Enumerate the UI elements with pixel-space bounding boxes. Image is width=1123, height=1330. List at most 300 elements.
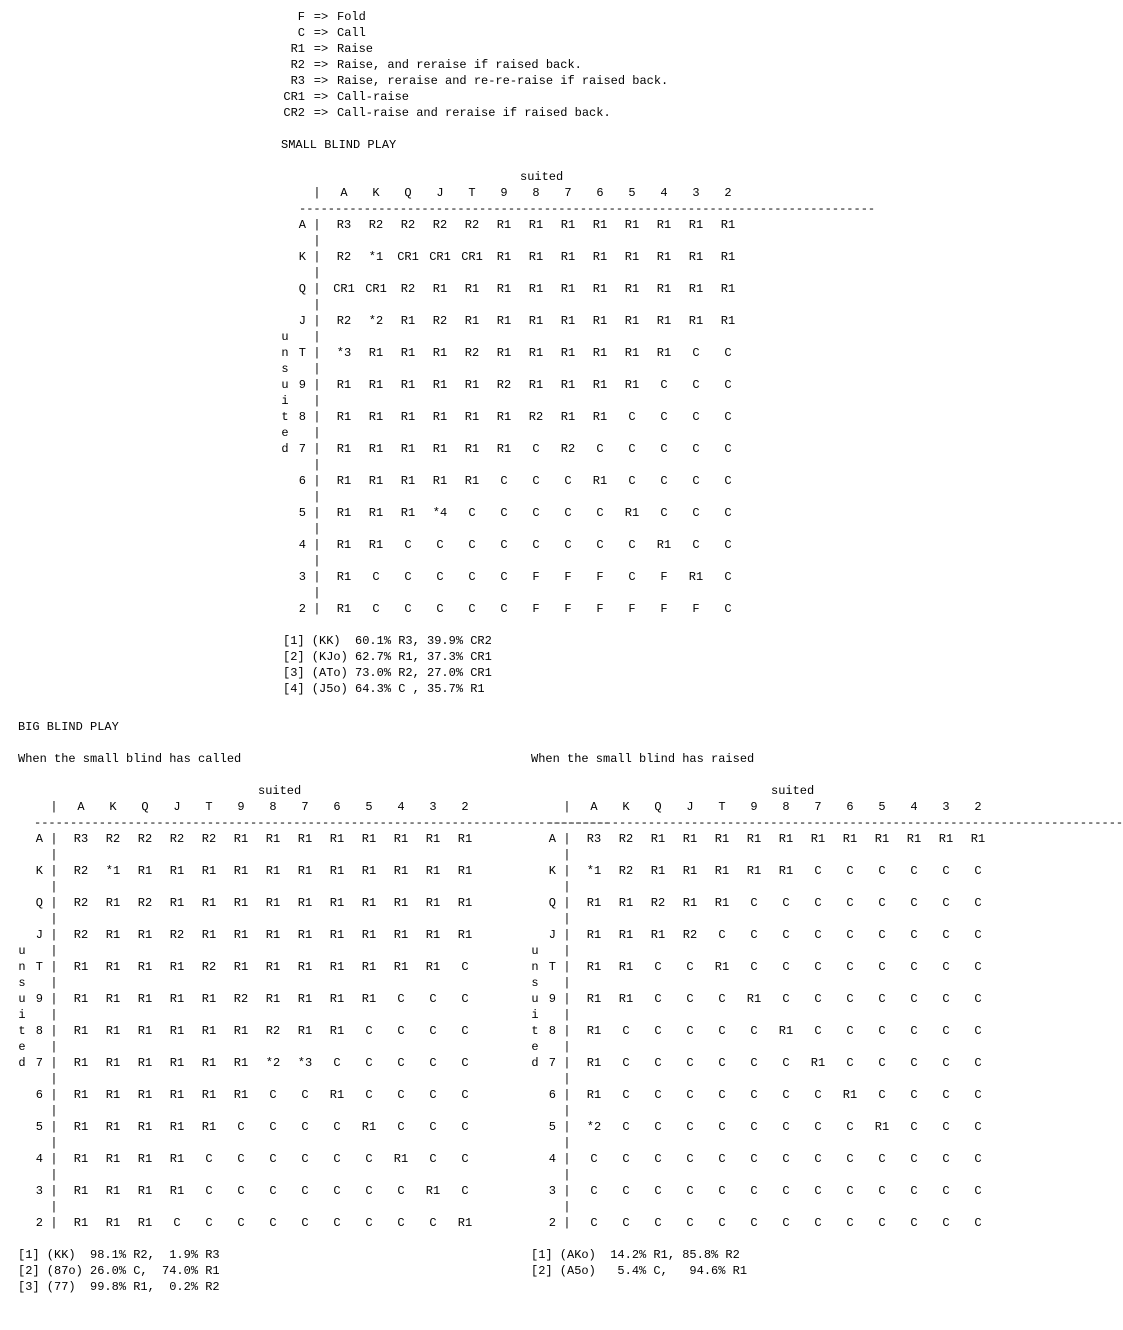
action-cell: C — [750, 1024, 758, 1038]
action-cell: R1 — [432, 282, 448, 296]
legend-arrow: => — [313, 10, 329, 24]
action-cell: C — [333, 1152, 341, 1166]
action-cell: R1 — [329, 832, 345, 846]
action-cell: F — [628, 602, 636, 616]
row-label: K — [548, 864, 556, 878]
action-cell: C — [974, 864, 982, 878]
action-cell: C — [269, 1184, 277, 1198]
row-label: Q — [35, 896, 43, 910]
row-pipe: | — [563, 1056, 571, 1070]
action-cell: C — [301, 1184, 309, 1198]
action-cell: R2 — [169, 832, 185, 846]
action-cell: R1 — [457, 1216, 473, 1230]
header-pipe: | — [50, 800, 58, 814]
action-cell: R1 — [906, 832, 922, 846]
action-cell: C — [782, 1184, 790, 1198]
action-cell: F — [660, 602, 668, 616]
action-cell: C — [750, 1184, 758, 1198]
legend-meaning: Call-raise and reraise if raised back. — [337, 106, 611, 120]
action-cell: R1 — [297, 864, 313, 878]
action-cell: C — [372, 602, 380, 616]
action-cell: R1 — [682, 896, 698, 910]
action-cell: C — [782, 896, 790, 910]
action-cell: R1 — [586, 960, 602, 974]
action-cell: C — [628, 570, 636, 584]
action-cell: R3 — [586, 832, 602, 846]
action-cell: R1 — [746, 992, 762, 1006]
action-cell: R1 — [624, 378, 640, 392]
action-cell: *1 — [105, 864, 121, 878]
unsuited-letter: u — [281, 330, 289, 344]
action-cell: R1 — [169, 1120, 185, 1134]
row-pipe-spacer: | — [50, 1136, 58, 1150]
action-cell: C — [654, 1216, 662, 1230]
action-cell: R1 — [105, 1120, 121, 1134]
action-cell: C — [814, 1088, 822, 1102]
action-cell: R2 — [137, 896, 153, 910]
column-header: 6 — [333, 800, 341, 814]
action-cell: R1 — [720, 314, 736, 328]
action-cell: R1 — [464, 314, 480, 328]
action-cell: F — [692, 602, 700, 616]
action-cell: R1 — [73, 1088, 89, 1102]
row-pipe: | — [563, 1024, 571, 1038]
footnote: [2] (87o) 26.0% C, 74.0% R1 — [18, 1264, 220, 1278]
footnote: [1] (KK) 98.1% R2, 1.9% R3 — [18, 1248, 220, 1262]
action-cell: R1 — [560, 250, 576, 264]
action-cell: R1 — [361, 1120, 377, 1134]
legend-item — [277, 41, 373, 57]
row-pipe-spacer: | — [563, 1072, 571, 1086]
action-cell: R1 — [560, 346, 576, 360]
unsuited-letter: i — [281, 394, 289, 408]
action-cell: R1 — [425, 960, 441, 974]
action-cell: C — [654, 1120, 662, 1134]
action-cell: C — [269, 1120, 277, 1134]
action-cell: R2 — [201, 960, 217, 974]
action-cell: R1 — [586, 896, 602, 910]
action-cell: C — [910, 864, 918, 878]
unsuited-letter: t — [18, 1024, 26, 1038]
action-cell: C — [910, 1120, 918, 1134]
action-cell: C — [654, 1152, 662, 1166]
action-cell: R1 — [73, 1184, 89, 1198]
action-cell: C — [942, 960, 950, 974]
action-cell: C — [237, 1120, 245, 1134]
column-header: 8 — [782, 800, 790, 814]
row-pipe-spacer: | — [50, 1200, 58, 1214]
action-cell: R2 — [201, 832, 217, 846]
legend-arrow: => — [313, 74, 329, 88]
action-cell: R1 — [586, 1088, 602, 1102]
action-cell: R1 — [938, 832, 954, 846]
action-cell: R1 — [73, 1056, 89, 1070]
footnote: [1] (KK) 60.1% R3, 39.9% CR2 — [283, 634, 492, 648]
action-cell: R1 — [336, 538, 352, 552]
action-cell: R1 — [73, 992, 89, 1006]
action-cell: R1 — [528, 282, 544, 296]
action-cell: R1 — [329, 864, 345, 878]
action-cell: R2 — [336, 250, 352, 264]
action-cell: C — [878, 928, 886, 942]
row-pipe-spacer: | — [563, 848, 571, 862]
row-pipe-spacer: | — [313, 234, 321, 248]
row-pipe: | — [50, 1216, 58, 1230]
column-header: J — [173, 800, 181, 814]
action-cell: R1 — [169, 960, 185, 974]
action-cell: C — [660, 506, 668, 520]
action-cell: R2 — [400, 282, 416, 296]
action-cell: R1 — [810, 1056, 826, 1070]
column-header: 5 — [878, 800, 886, 814]
row-pipe: | — [50, 1024, 58, 1038]
action-cell: R1 — [169, 992, 185, 1006]
row-pipe-spacer: | — [313, 298, 321, 312]
legend-meaning: Call — [337, 26, 366, 40]
action-cell: C — [942, 992, 950, 1006]
column-header: 4 — [660, 186, 668, 200]
action-cell: R1 — [618, 960, 634, 974]
action-cell: R1 — [842, 832, 858, 846]
action-cell: R1 — [393, 928, 409, 942]
action-cell: C — [782, 992, 790, 1006]
suited-label: suited — [520, 170, 564, 184]
action-cell: R1 — [368, 538, 384, 552]
action-cell: C — [622, 1216, 630, 1230]
action-cell: C — [468, 538, 476, 552]
action-cell: R1 — [650, 832, 666, 846]
action-cell: C — [500, 602, 508, 616]
action-cell: C — [974, 928, 982, 942]
action-cell: C — [686, 1056, 694, 1070]
action-cell: R2 — [336, 314, 352, 328]
action-cell: R1 — [105, 1184, 121, 1198]
action-cell: C — [237, 1216, 245, 1230]
action-cell: C — [622, 1120, 630, 1134]
header-divider: -------------------------------------------------------------------------------- — [547, 816, 1123, 830]
action-cell: R1 — [400, 346, 416, 360]
action-cell: R1 — [592, 378, 608, 392]
unsuited-letter: u — [18, 992, 26, 1006]
action-cell: R1 — [842, 1088, 858, 1102]
row-label: 8 — [35, 1024, 43, 1038]
action-cell: C — [910, 1216, 918, 1230]
action-cell: R1 — [586, 928, 602, 942]
row-pipe: | — [50, 1152, 58, 1166]
action-cell: C — [814, 1184, 822, 1198]
action-cell: R1 — [560, 314, 576, 328]
column-header: 3 — [429, 800, 437, 814]
action-cell: R1 — [624, 346, 640, 360]
row-pipe: | — [563, 960, 571, 974]
row-label: 2 — [298, 602, 306, 616]
legend-arrow: => — [313, 106, 329, 120]
action-cell: C — [724, 410, 732, 424]
action-cell: C — [468, 570, 476, 584]
action-cell: R1 — [329, 992, 345, 1006]
action-cell: R1 — [169, 1088, 185, 1102]
action-cell: R1 — [336, 442, 352, 456]
action-cell: R2 — [496, 378, 512, 392]
action-cell: R1 — [656, 346, 672, 360]
action-cell: C — [333, 1216, 341, 1230]
action-cell: R1 — [457, 928, 473, 942]
action-cell: R1 — [528, 314, 544, 328]
action-cell: C — [878, 1088, 886, 1102]
action-cell: C — [692, 410, 700, 424]
action-cell: C — [436, 538, 444, 552]
action-cell: R1 — [169, 1184, 185, 1198]
action-cell: CR1 — [333, 282, 355, 296]
action-cell: R1 — [464, 378, 480, 392]
column-header: 5 — [365, 800, 373, 814]
action-cell: C — [333, 1120, 341, 1134]
action-cell: R1 — [496, 346, 512, 360]
unsuited-letter: s — [18, 976, 26, 990]
row-pipe-spacer: | — [50, 1168, 58, 1182]
action-cell: R1 — [233, 960, 249, 974]
action-cell: R1 — [778, 1024, 794, 1038]
action-cell: R1 — [720, 250, 736, 264]
action-cell: C — [461, 960, 469, 974]
action-cell: R1 — [137, 1024, 153, 1038]
action-cell: C — [782, 928, 790, 942]
action-cell: C — [301, 1088, 309, 1102]
action-cell: C — [660, 378, 668, 392]
action-cell: R1 — [265, 992, 281, 1006]
action-cell: R1 — [874, 1120, 890, 1134]
row-label: 8 — [548, 1024, 556, 1038]
action-cell: C — [942, 864, 950, 878]
action-cell: R1 — [400, 378, 416, 392]
column-header: 9 — [237, 800, 245, 814]
action-cell: F — [564, 570, 572, 584]
action-cell: C — [654, 1056, 662, 1070]
action-cell: R1 — [297, 928, 313, 942]
row-label: 9 — [35, 992, 43, 1006]
footnote: [3] (77) 99.8% R1, 0.2% R2 — [18, 1280, 220, 1294]
action-cell: C — [974, 1024, 982, 1038]
action-cell: C — [686, 1088, 694, 1102]
action-cell: C — [436, 602, 444, 616]
action-cell: C — [686, 1152, 694, 1166]
column-header: A — [590, 800, 598, 814]
row-label: 4 — [298, 538, 306, 552]
action-cell: R1 — [618, 896, 634, 910]
action-cell: C — [365, 1152, 373, 1166]
row-pipe: | — [563, 1120, 571, 1134]
action-cell: C — [878, 960, 886, 974]
row-label: Q — [548, 896, 556, 910]
row-pipe: | — [313, 314, 321, 328]
row-label: 3 — [548, 1184, 556, 1198]
column-header: Q — [654, 800, 662, 814]
action-cell: C — [622, 1152, 630, 1166]
footnote: [2] (A5o) 5.4% C, 94.6% R1 — [531, 1264, 748, 1278]
column-header: T — [205, 800, 213, 814]
row-label: A — [548, 832, 556, 846]
unsuited-letter: t — [281, 410, 289, 424]
row-label: J — [298, 314, 306, 328]
action-cell: R2 — [618, 864, 634, 878]
action-cell: C — [590, 1152, 598, 1166]
action-cell: R1 — [560, 282, 576, 296]
action-cell: C — [846, 928, 854, 942]
action-cell: C — [910, 1088, 918, 1102]
action-cell: R1 — [400, 442, 416, 456]
action-cell: C — [750, 1088, 758, 1102]
row-pipe: | — [563, 1184, 571, 1198]
action-cell: R1 — [329, 1088, 345, 1102]
action-cell: C — [846, 1216, 854, 1230]
action-cell: C — [724, 474, 732, 488]
action-cell: C — [205, 1184, 213, 1198]
row-label: K — [298, 250, 306, 264]
action-cell: C — [782, 1152, 790, 1166]
column-header: Q — [404, 186, 412, 200]
action-cell: C — [686, 1184, 694, 1198]
column-header: A — [77, 800, 85, 814]
column-header: 7 — [814, 800, 822, 814]
action-cell: C — [718, 992, 726, 1006]
action-cell: R2 — [169, 928, 185, 942]
action-cell: C — [500, 538, 508, 552]
action-cell: C — [782, 1216, 790, 1230]
row-pipe-spacer: | — [313, 362, 321, 376]
legend-meaning: Fold — [337, 10, 366, 24]
row-pipe: | — [50, 928, 58, 942]
row-pipe: | — [313, 602, 321, 616]
action-cell: R1 — [233, 832, 249, 846]
action-cell: R1 — [368, 474, 384, 488]
action-cell: R2 — [233, 992, 249, 1006]
action-cell: R1 — [496, 410, 512, 424]
action-cell: R1 — [425, 864, 441, 878]
action-cell: R1 — [874, 832, 890, 846]
action-cell: C — [429, 1120, 437, 1134]
action-cell: R1 — [496, 442, 512, 456]
action-cell: R1 — [688, 282, 704, 296]
footnote: [3] (ATo) 73.0% R2, 27.0% CR1 — [283, 666, 492, 680]
action-cell: R2 — [137, 832, 153, 846]
row-label: 9 — [298, 378, 306, 392]
row-label: T — [35, 960, 43, 974]
row-pipe-spacer: | — [313, 490, 321, 504]
legend-meaning: Raise — [337, 42, 374, 56]
action-cell: R1 — [432, 346, 448, 360]
action-cell: C — [846, 1152, 854, 1166]
row-pipe-spacer: | — [50, 944, 58, 958]
action-cell: C — [846, 896, 854, 910]
action-cell: R1 — [105, 928, 121, 942]
action-cell: R2 — [432, 314, 448, 328]
action-cell: R1 — [560, 378, 576, 392]
action-cell: C — [750, 1056, 758, 1070]
action-cell: C — [718, 1184, 726, 1198]
action-cell: C — [269, 1216, 277, 1230]
action-cell: C — [404, 570, 412, 584]
column-header: 9 — [500, 186, 508, 200]
action-cell: R1 — [496, 282, 512, 296]
action-cell: C — [622, 1056, 630, 1070]
action-cell: R1 — [432, 442, 448, 456]
action-cell: R1 — [464, 474, 480, 488]
action-cell: R1 — [169, 1056, 185, 1070]
action-cell: R1 — [656, 314, 672, 328]
action-cell: C — [397, 992, 405, 1006]
row-pipe: | — [563, 896, 571, 910]
column-header: 3 — [942, 800, 950, 814]
action-cell: C — [942, 1088, 950, 1102]
unsuited-letter: u — [18, 944, 26, 958]
action-cell: R1 — [233, 1056, 249, 1070]
action-cell: C — [750, 928, 758, 942]
row-label: T — [298, 346, 306, 360]
action-cell: C — [500, 474, 508, 488]
action-cell: R1 — [169, 864, 185, 878]
row-pipe-spacer: | — [563, 1008, 571, 1022]
action-cell: C — [878, 864, 886, 878]
action-cell: R1 — [105, 1088, 121, 1102]
action-cell: C — [974, 1152, 982, 1166]
action-cell: C — [782, 1120, 790, 1134]
action-cell: CR1 — [461, 250, 483, 264]
column-header: 6 — [596, 186, 604, 200]
action-cell: C — [397, 1120, 405, 1134]
action-cell: C — [846, 1056, 854, 1070]
row-pipe-spacer: | — [50, 880, 58, 894]
action-cell: C — [365, 1088, 373, 1102]
row-pipe-spacer: | — [313, 330, 321, 344]
row-pipe: | — [313, 282, 321, 296]
action-cell: R1 — [650, 928, 666, 942]
action-cell: C — [974, 1088, 982, 1102]
action-cell: C — [814, 928, 822, 942]
action-cell: C — [333, 1184, 341, 1198]
action-cell: R1 — [201, 1056, 217, 1070]
action-cell: R1 — [624, 314, 640, 328]
action-cell: R1 — [73, 1120, 89, 1134]
row-pipe: | — [563, 928, 571, 942]
row-label: 5 — [298, 506, 306, 520]
row-pipe-spacer: | — [563, 944, 571, 958]
action-cell: R2 — [368, 218, 384, 232]
bb-raised-subtitle: When the small blind has raised — [531, 752, 755, 766]
action-cell: C — [468, 602, 476, 616]
unsuited-letter: n — [531, 960, 539, 974]
action-cell: R1 — [265, 928, 281, 942]
action-cell: R1 — [592, 218, 608, 232]
row-label: 5 — [548, 1120, 556, 1134]
action-cell: R1 — [746, 832, 762, 846]
action-cell: C — [942, 1216, 950, 1230]
action-cell: C — [436, 570, 444, 584]
action-cell: C — [692, 506, 700, 520]
legend-arrow: => — [313, 42, 329, 56]
action-cell: C — [782, 1056, 790, 1070]
action-cell: C — [724, 538, 732, 552]
action-cell: R1 — [297, 832, 313, 846]
action-cell: C — [814, 1120, 822, 1134]
action-cell: R1 — [778, 832, 794, 846]
action-cell: C — [814, 960, 822, 974]
action-cell: C — [750, 1216, 758, 1230]
action-cell: R1 — [714, 832, 730, 846]
row-pipe: | — [313, 346, 321, 360]
action-cell: *2 — [265, 1056, 281, 1070]
action-cell: R1 — [201, 1088, 217, 1102]
action-cell: R1 — [496, 314, 512, 328]
